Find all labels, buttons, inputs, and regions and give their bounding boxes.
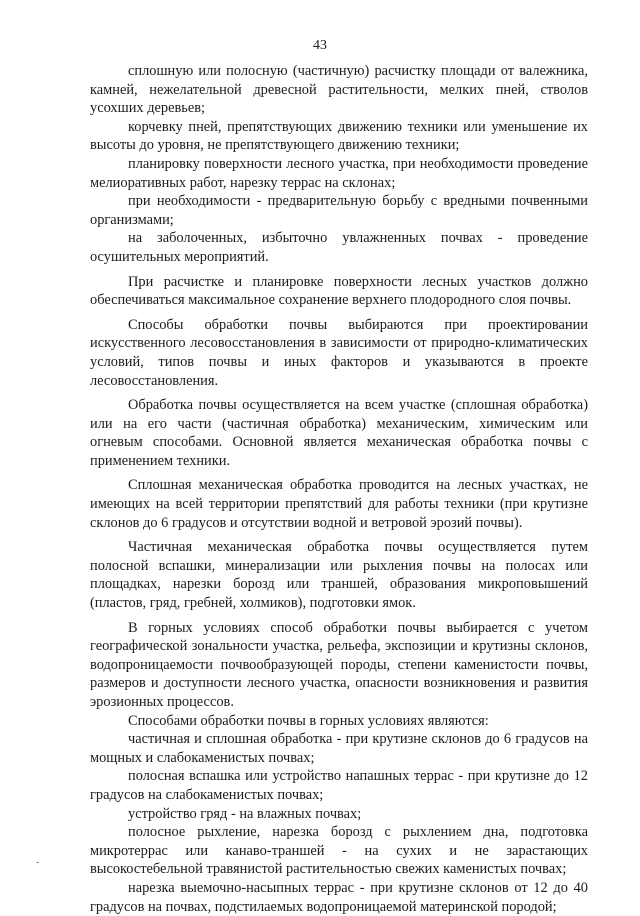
paragraph: Сплошная механическая обработка проводится на лесных участках, не имеющих на всей территории препятствий для работы техники (при крутизне склонов до 6 градусов и отсутствии водной и ветровой эрозий почвы).: [90, 477, 588, 531]
paragraph: сплошную или полосную (частичную) расчистку площади от валежника, камней, нежелательной древесной растительности, мелких пней, стволов усохших деревьев;: [90, 63, 588, 117]
paragraph: Обработка почвы осуществляется на всем участке (сплошная обработка) или на его части (частичная обработка) механическим, химическим или огневым способами. Основной является механическая обработка почвы с применением техники.: [90, 397, 588, 469]
paragraph: полосное рыхление, нарезка борозд с рыхлением дна, подготовка микротеррас или канаво-траншей - на сухих и не зарастающих высокостебельной травянистой растительностью свежих каменистых почвах;: [90, 824, 588, 878]
scan-artifact: [36, 862, 39, 863]
paragraph: Способы обработки почвы выбираются при проектировании искусственного лесовосстановления в зависимости от природно-климатических условий, типов почвы и иных факторов и указываются в проекте лесовосстановления.: [90, 316, 588, 389]
paragraph: устройство гряд - на влажных почвах;: [128, 805, 362, 822]
paragraph: Способами обработки почвы в горных условиях являются:: [128, 712, 489, 729]
paragraph: нарезка выемочно-насыпных террас - при крутизне склонов от 12 до 40 градусов на почвах, подстилаемых водопроницаемой материнской породой;: [90, 879, 588, 915]
paragraph: корчевку пней, препятствующих движению техники или уменьшение их высоты до уровня, не препятствующего движению техники;: [90, 118, 588, 154]
paragraph: Частичная механическая обработка почвы осуществляется путем полосной вспашки, минерализации или рыхления почвы на полосах или площадках, нарезки борозд или траншей, образования микроповышений (пластов, гряд, гребней, холмиков), подготовки ямок.: [90, 539, 588, 612]
paragraph: частичная и сплошная обработка - при крутизне склонов до 6 градусов на мощных и слабокаменистых почвах;: [90, 731, 588, 766]
paragraph: При расчистке и планировке поверхности лесных участков должно обеспечиваться максимальное сохранение верхнего плодородного слоя почвы.: [90, 273, 588, 309]
paragraph: планировку поверхности лесного участка, при необходимости проведение мелиоративных работ, нарезку террас на склонах;: [90, 155, 588, 191]
paragraph: при необходимости - предварительную борьбу с вредными почвенными организмами;: [90, 193, 588, 228]
paragraph: полосная вспашка или устройство напашных террас - при крутизне до 12 градусов на слабокаменистых почвах;: [90, 768, 588, 803]
paragraph: В горных условиях способ обработки почвы выбирается с учетом географической зональности участка, рельефа, экспозиции и крутизны склонов, водопроницаемости почвообразующей породы, степени каменистости почвы, размеров и доступности лесного участка, опасности возникновения и развития эрозионных процессов.: [90, 619, 588, 710]
paragraph: на заболоченных, избыточно увлажненных почвах - проведение осушительных мероприятий.: [90, 230, 588, 265]
page-number: 43: [313, 38, 327, 53]
body-text: [90, 62, 588, 916]
